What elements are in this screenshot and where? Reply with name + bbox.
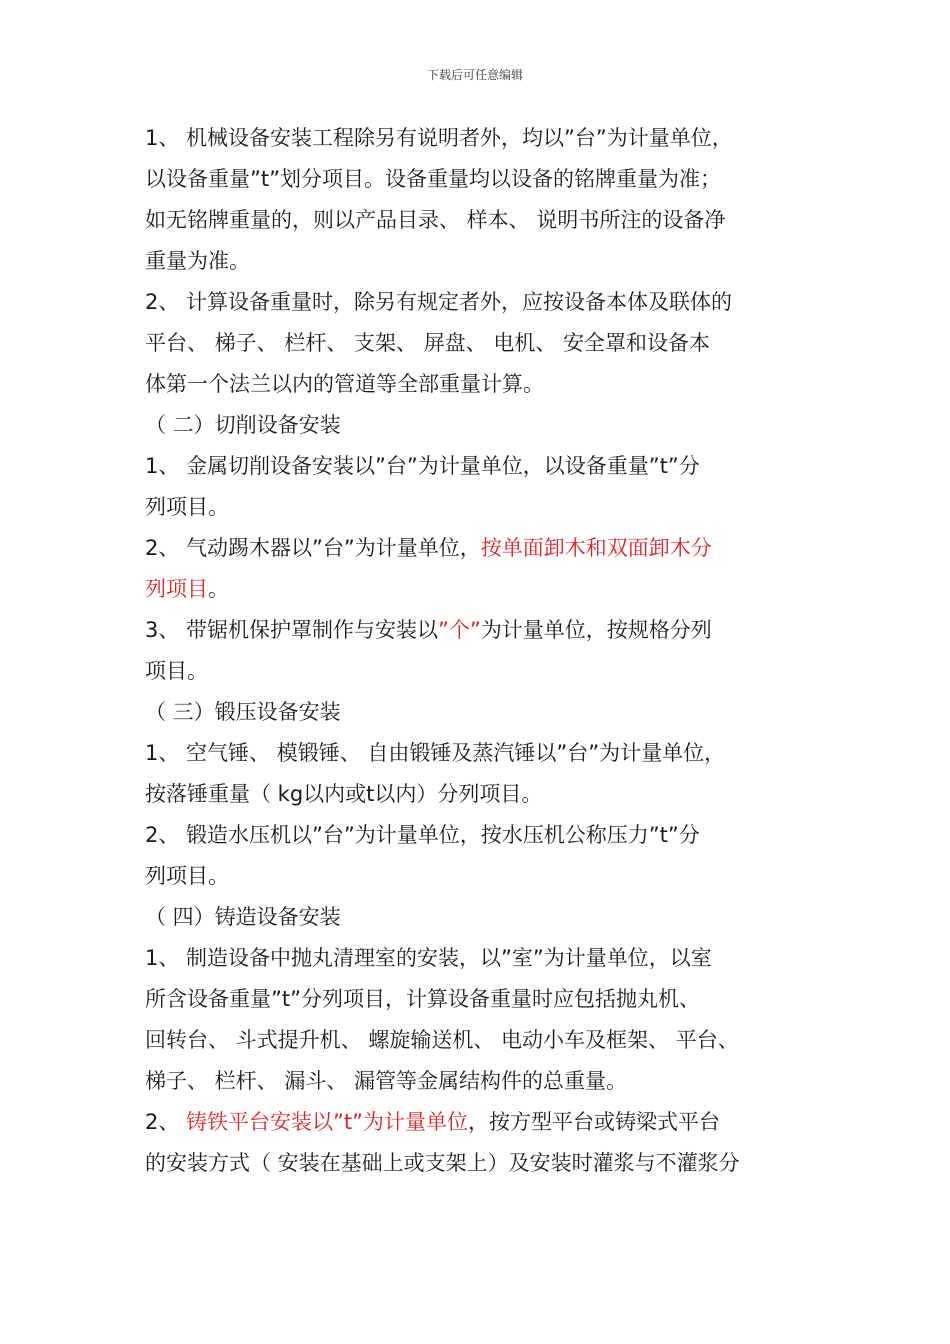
text-segment: 3、 带锯机保护罩制作与安装以 xyxy=(145,618,439,642)
text-segment: 1、 制造设备中抛丸清理室的安装，以”室”为计量单位，以室 xyxy=(145,946,712,970)
text-segment: 2、 锻造水压机以”台”为计量单位，按水压机公称压力”t”分 xyxy=(145,823,700,847)
text-line xyxy=(145,1061,810,1102)
text-segment: 1、 机械设备安装工程除另有说明者外，均以”台”为计量单位， xyxy=(145,126,733,150)
text-line xyxy=(145,610,810,651)
text-line xyxy=(145,979,810,1020)
highlighted-text: ”个” xyxy=(438,618,481,642)
text-line xyxy=(145,1020,810,1061)
text-segment: （ 四）铸造设备安装 xyxy=(145,905,341,929)
text-segment: 。 xyxy=(208,577,229,601)
text-line xyxy=(145,815,810,856)
text-segment: （ 三）锻压设备安装 xyxy=(145,700,341,724)
text-line xyxy=(145,118,810,159)
text-segment: 列项目。 xyxy=(145,495,229,519)
highlighted-text: 铸铁平台安装以”t”为计量单位 xyxy=(186,1110,469,1134)
text-line xyxy=(145,200,810,241)
text-segment: 为计量单位，按规格分列 xyxy=(480,618,712,642)
text-line xyxy=(145,1143,810,1184)
text-segment: 所含设备重量”t”分列项目，计算设备重量时应包括抛丸机、 xyxy=(145,987,700,1011)
text-line xyxy=(145,323,810,364)
text-segment: 以设备重量”t”划分项目。设备重量均以设备的铭牌重量为准； xyxy=(145,167,721,191)
text-segment: 体第一个法兰以内的管道等全部重量计算。 xyxy=(145,372,544,396)
text-line xyxy=(145,774,810,815)
text-line xyxy=(145,159,810,200)
text-line xyxy=(145,241,810,282)
text-segment: 梯子、 栏杆、 漏斗、 漏管等金属结构件的总重量。 xyxy=(145,1069,628,1093)
text-segment: ，按方型平台或铸梁式平台 xyxy=(468,1110,721,1134)
text-line xyxy=(145,405,810,446)
page-header: 下载后可任意编辑 xyxy=(426,68,523,82)
text-line xyxy=(145,733,810,774)
text-segment: 1、 空气锤、 模锻锤、 自由锻锤及蒸汽锤以”台”为计量单位， xyxy=(145,741,726,765)
text-segment: 如无铭牌重量的，则以产品目录、 样本、 说明书所注的设备净 xyxy=(145,208,726,232)
text-segment: 2、 气动踢木器以”台”为计量单位， xyxy=(145,536,481,560)
text-line xyxy=(145,446,810,487)
text-segment: 项目。 xyxy=(145,659,208,683)
text-line xyxy=(145,1102,810,1143)
text-segment: 按落锤重量（ kg以内或t以内）分列项目。 xyxy=(145,782,543,806)
text-line xyxy=(145,692,810,733)
text-segment: 2、 计算设备重量时，除另有规定者外，应按设备本体及联体的 xyxy=(145,290,733,314)
text-segment: 回转台、 斗式提升机、 螺旋输送机、 电动小车及框架、 平台、 xyxy=(145,1028,739,1052)
highlighted-text: 按单面卸木和双面卸木分 xyxy=(480,536,712,560)
text-segment: 的安装方式（ 安装在基础上或支架上）及安装时灌浆与不灌浆分 xyxy=(145,1151,740,1175)
text-segment: 1、 金属切削设备安装以”台”为计量单位，以设备重量”t”分 xyxy=(145,454,700,478)
text-line xyxy=(145,856,810,897)
text-line xyxy=(145,528,810,569)
text-segment: （ 二）切削设备安装 xyxy=(145,413,341,437)
text-line xyxy=(145,651,810,692)
highlighted-text: 列项目 xyxy=(145,577,208,601)
text-line xyxy=(145,487,810,528)
text-line xyxy=(145,364,810,405)
text-line xyxy=(145,897,810,938)
document-body xyxy=(145,118,810,1184)
text-segment: 列项目。 xyxy=(145,864,229,888)
text-segment: 重量为准。 xyxy=(145,249,250,273)
text-line xyxy=(145,938,810,979)
text-segment: 平台、 梯子、 栏杆、 支架、 屏盘、 电机、 安全罩和设备本 xyxy=(145,331,711,355)
text-line xyxy=(145,569,810,610)
text-segment: 2、 xyxy=(145,1110,187,1134)
text-line xyxy=(145,282,810,323)
